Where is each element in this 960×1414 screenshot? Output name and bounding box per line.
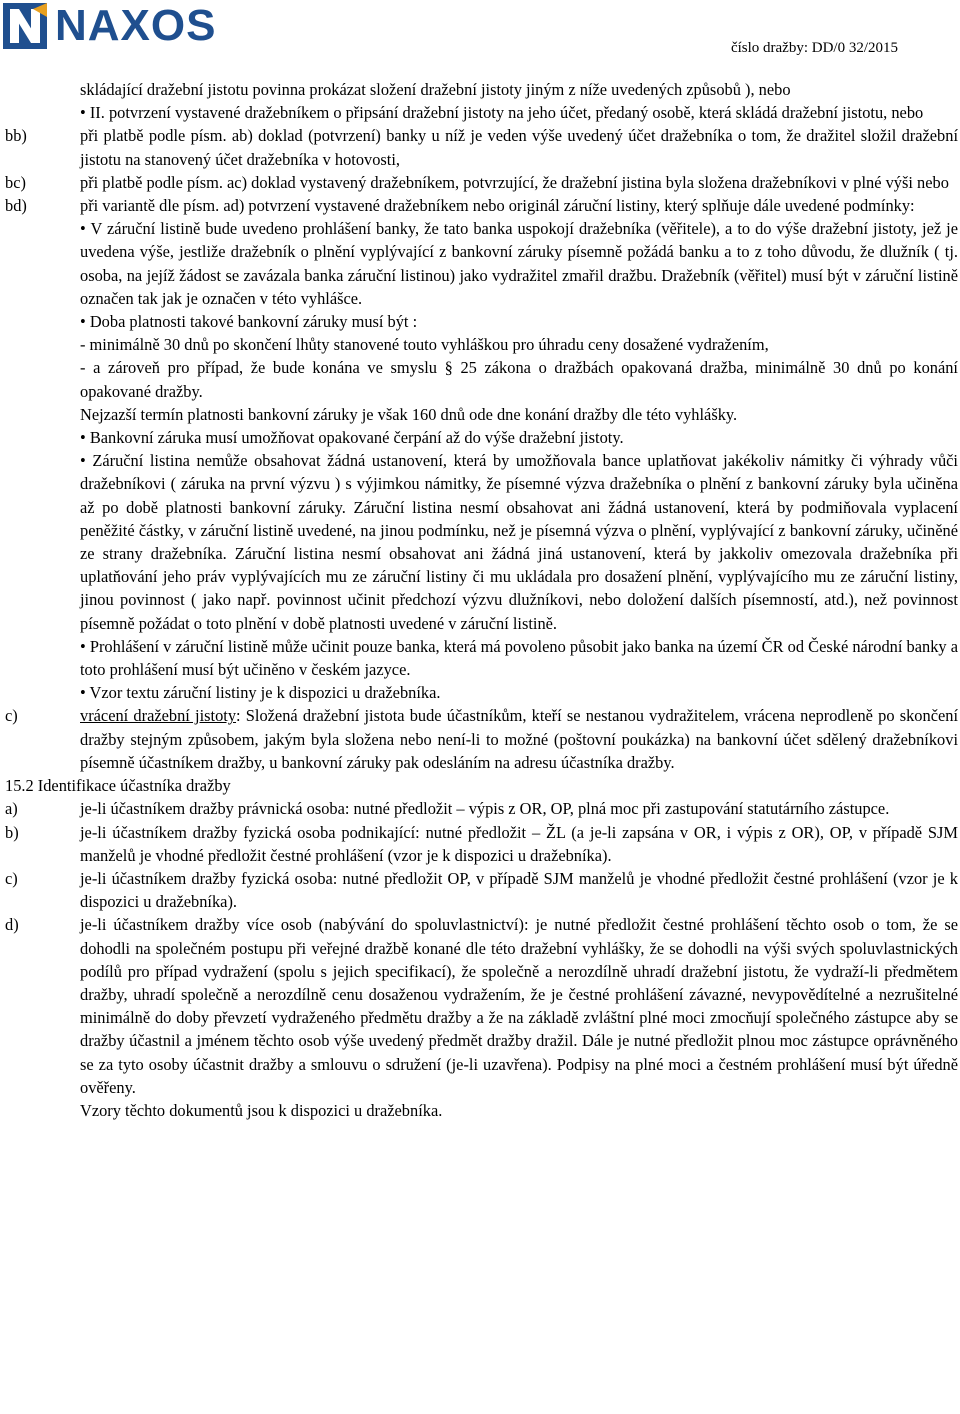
item-text: při platbě podle písm. ac) doklad vystavený dražebníkem, potvrzující, že dražební jistina byla složena dražebníkovi v plné výši nebo <box>80 172 949 192</box>
item-label: a) <box>5 799 18 819</box>
item-label: d) <box>5 915 19 935</box>
paragraph: • Záruční listina nemůže obsahovat žádná ustanovení, která by umožňovala bance uplatňovat jakékoliv námitky či výhrady vůči dražebníkovi ( záruka na první výzvu ) s výjimkou námitky, že písemné výzva dražebníka o plnění z bankovní záruky byla učiněna až po době platnosti bankovní záruky. Záruční listina nesmí obsahovat ani žádná ustanovení, která by podmiňovala vyplacení peněžité částky, v záruční listině uvedené, na jinou podmínku, než je písemná výzva o plnění, vyplývající z bankovní záruky, učiněné ze strany dražebníka. Záruční listina nesmí obsahovat ani žádná jiná ustanovení, která by jakkoliv omezovala dražebníka při uplatňování jeho práv vyplývajících mu ze záruční listiny či mu ukládala pro dosažení plnění, vyplývajícího mu ze záruční listiny, jinou povinnost ( jako např. povinnost učinit předchozí výzvu dlužníkovi, nebo doložení dalších písemností, atd.), než povinnost písemně požádat o toto plnění v době platnosti uvedené v záruční listině. <box>80 451 958 633</box>
section-heading: 15.2 Identifikace účastníka dražby <box>5 776 231 796</box>
underlined-term: vrácení dražební jistoty <box>80 706 237 726</box>
list-item-bc <box>0 171 960 194</box>
paragraph: - minimálně 30 dnů po skončení lhůty stanovené touto vyhláškou pro úhradu ceny dosažené vydražením, <box>80 335 769 355</box>
item-label: c) <box>5 868 18 888</box>
item-label: bd) <box>5 196 27 216</box>
paragraph: • Vzor textu záruční listiny je k dispozici u dražebníka. <box>80 683 441 703</box>
item-label: b) <box>5 822 19 842</box>
item-text-rest: : Složená dražební jistota bude účastníkům, kteří se nestanou vydražitelem, vrácena neprodleně po skončení dražby stejným způsobem, jakým byla složena nebo není-li to možné (poštovní poukázka) na bankovní účet sdělený dražebníkovi písemně účastníkem dražby, u bankovní záruky pak odesláním na adresu účastníka dražby. <box>80 706 958 772</box>
document-body <box>0 78 960 1122</box>
item-label: c) <box>5 706 18 726</box>
item-text: je-li účastníkem dražby více osob (nabývání do spoluvlastnictví): je nutné předložit čestné prohlášení těchto osob o tom, že se dohodli na společném postupu při veřejné dražbě konané dle této dražební vyhlášky, že se dohodli na výši svých spoluvlastnických podílů pro případ vydražení (spolu s jejich specifikací), že společně a nerozdílně uhradí dražební jistotu, že vydraží-li předmětem dražby, uhradí společně a nerozdílně cenu dosaženou vydražením, že je čestné prohlášení závazné, nevypovědítelné a nezrušitelné minimálně do doby převzetí vydraženého předmětu dražby a že na základě zvláštní plné moci zmocňují společného zástupce aby se dražby účastnil a jménem těchto osob výše uvedený předmět dražby dražil. Dále je nutné předložit plnou moc zástupce oprávněného se za tyto osoby účastnit dražby a smlouvu o sdružení (je-li uzavřena). Podpisy na plné moci a čestném prohlášení musí být úředně ověřeny. <box>80 915 958 1097</box>
paragraph: • Prohlášení v záruční listině může učinit pouze banka, která má povoleno působit jako banka na území ČR od České národní banky a toto prohlášení musí být učiněno v českém jazyce. <box>80 636 958 680</box>
list-item-a <box>0 797 960 820</box>
item-text <box>80 194 960 704</box>
list-item-c2 <box>0 867 960 913</box>
paragraph: • Bankovní záruka musí umožňovat opakované čerpání až do výše dražební jistoty. <box>80 428 624 448</box>
list-item-bd <box>0 194 960 704</box>
auction-reference: číslo dražby: DD/0 32/2015 <box>730 40 898 56</box>
logo-text: NAXOS <box>55 1 217 50</box>
list-item-c <box>0 704 960 774</box>
paragraph: • II. potvrzení vystavené dražebníkem o připsání dražební jistoty na jeho účet, předaný osobě, která skládá dražební jistotu, nebo <box>80 103 924 123</box>
list-item-d <box>0 913 960 1099</box>
item-text: je-li účastníkem dražby fyzická osoba: nutné předložit OP, v případě SJM manželů je vhodné předložit čestné prohlášení (vzor je k dispozici u dražebníka). <box>80 868 958 912</box>
paragraph: - a zároveň pro případ, že bude konána ve smyslu § 25 zákona o dražbách opakovaná dražba, minimálně 30 dnů po konání opakované dražby. <box>80 358 958 401</box>
item-text: je-li účastníkem dražby fyzická osoba podnikající: nutné předložit – ŽL (a je-li zapsána v OR, i výpis z OR), OP, v případě SJM manželů je vhodné předložit čestné prohlášení (vzor je k dispozici u dražebníka). <box>80 822 958 865</box>
naxos-logo-mark-icon <box>3 3 47 49</box>
naxos-logo <box>3 3 263 49</box>
paragraph: • V záruční listině bude uvedeno prohlášení banky, že tato banka uspokojí dražebníka (věřitele), a to do výše dražební jistoty, jež je uvedena výše, jestliže dražebník o plnění vyplývající z bankovní záruky písemně požádá banku a to z toho důvodu, že dlužník ( tj. osoba, na jejíž žádost se zavázala banka záruční listinou) jako vydražitel zmařil dražbu. Dražebník (věřitel) musí být v záruční listině označen tak jak je označen v této vyhlášce. <box>80 219 958 308</box>
paragraph: Vzory těchto dokumentů jsou k dispozici u dražebníka. <box>80 1100 443 1120</box>
item-text <box>80 704 960 774</box>
item-text: při platbě podle písm. ab) doklad (potvrzení) banky u níž je veden výše uvedený účet dražebníka o tom, že dražitel složil dražební jistotu na stanovený účet dražebníka v hotovosti, <box>80 126 958 169</box>
paragraph: při variantě dle písm. ad) potvrzení vystavené dražebníkem nebo originál záruční listiny, který splňuje dále uvedené podmínky: <box>80 196 915 216</box>
list-item-bb <box>0 124 960 170</box>
list-item-b <box>0 821 960 867</box>
paragraph: Nejzazší termín platnosti bankovní záruky je však 160 dnů ode dne konání dražby dle této vyhlášky. <box>80 404 738 424</box>
paragraph: • Doba platnosti takové bankovní záruky musí být : <box>80 312 418 332</box>
paragraph: skládající dražební jistotu povinna prokázat složení dražební jistoty jiným z níže uvedených způsobů ), nebo <box>80 80 791 99</box>
item-label: bb) <box>5 126 27 146</box>
item-text: je-li účastníkem dražby právnická osoba: nutné předložit – výpis z OR, OP, plná moc při zastupování statutárního zástupce. <box>80 799 890 819</box>
item-label: bc) <box>5 172 26 192</box>
